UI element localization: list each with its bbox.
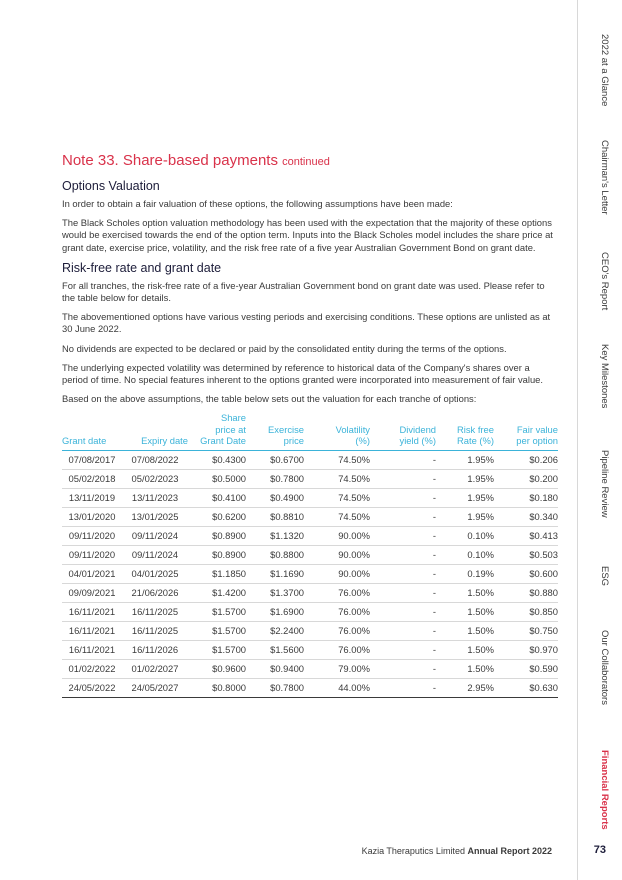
cell-risk-free-rate: 1.50% — [467, 625, 494, 637]
table-row — [62, 564, 558, 583]
table-row — [62, 507, 558, 526]
column-header-risk-free-rate — [436, 412, 494, 450]
cell-dividend-yield: - — [432, 530, 436, 542]
cell-expiry-date: 09/11/2024 — [131, 549, 179, 561]
cell-grant-date: 04/01/2021 — [68, 568, 116, 580]
risk-free-paragraph-1: For all tranches, the risk-free rate of a five-year Australian Government bond on grant date was used. Please refer to the table below for details. — [62, 279, 545, 304]
cell-grant-date: 09/11/2020 — [68, 549, 116, 561]
cell-grant-date: 13/01/2020 — [68, 511, 116, 523]
cell-share-price: $0.8900 — [212, 530, 246, 542]
column-header-text: yield (%) — [399, 435, 436, 447]
cell-exercise-price: $1.1320 — [270, 530, 304, 542]
cell-share-price: $1.5700 — [212, 625, 246, 637]
sidebar-item-chairmans-letter[interactable]: Chairman's Letter — [599, 140, 610, 215]
cell-exercise-price: $1.5600 — [270, 644, 304, 656]
cell-fair-value: $0.206 — [529, 454, 558, 466]
cell-volatility: 74.50% — [338, 454, 370, 466]
table-header-row — [62, 412, 558, 450]
cell-grant-date: 24/05/2022 — [68, 682, 116, 694]
cell-expiry-date: 16/11/2025 — [131, 606, 179, 618]
column-header-exercise-price — [246, 412, 304, 450]
page-footer — [362, 846, 552, 856]
sidebar-item-ceos-report[interactable]: CEO's Report — [599, 252, 610, 311]
cell-dividend-yield: - — [432, 511, 436, 523]
cell-fair-value: $0.970 — [529, 644, 558, 656]
cell-risk-free-rate: 1.95% — [467, 454, 494, 466]
page-content — [62, 152, 558, 698]
cell-share-price: $0.6200 — [212, 511, 246, 523]
cell-dividend-yield: - — [432, 682, 436, 694]
cell-expiry-date: 09/11/2024 — [131, 530, 179, 542]
cell-fair-value: $0.850 — [529, 606, 558, 618]
cell-expiry-date: 24/05/2027 — [131, 682, 179, 694]
options-valuation-heading: Options Valuation — [62, 179, 160, 193]
cell-exercise-price: $1.3700 — [270, 587, 304, 599]
column-header-volatility — [304, 412, 370, 450]
cell-fair-value: $0.880 — [529, 587, 558, 599]
cell-fair-value: $0.503 — [529, 549, 558, 561]
cell-risk-free-rate: 1.95% — [467, 511, 494, 523]
table-row — [62, 450, 558, 469]
cell-volatility: 76.00% — [338, 587, 370, 599]
cell-exercise-price: $0.6700 — [270, 454, 304, 466]
cell-grant-date: 13/11/2019 — [68, 492, 116, 504]
cell-risk-free-rate: 1.95% — [467, 492, 494, 504]
cell-volatility: 76.00% — [338, 644, 370, 656]
cell-share-price: $1.5700 — [212, 606, 246, 618]
options-valuation-table — [62, 412, 558, 698]
column-header-text: price at — [215, 423, 246, 435]
options-valuation-paragraph-1: In order to obtain a fair valuation of these options, the following assumptions have been made: — [62, 198, 453, 209]
cell-exercise-price: $1.6900 — [270, 606, 304, 618]
cell-dividend-yield: - — [432, 606, 436, 618]
cell-exercise-price: $0.4900 — [270, 492, 304, 504]
cell-share-price: $1.1850 — [212, 568, 246, 580]
cell-volatility: 74.50% — [338, 473, 370, 485]
cell-exercise-price: $2.2400 — [270, 625, 304, 637]
table-row — [62, 659, 558, 678]
cell-expiry-date: 01/02/2027 — [131, 663, 179, 675]
cell-volatility: 90.00% — [338, 568, 370, 580]
cell-dividend-yield: - — [432, 473, 436, 485]
cell-grant-date: 16/11/2021 — [68, 606, 116, 618]
note-title-text: Note 33. Share-based payments — [62, 152, 278, 169]
column-header-text: Grant date — [62, 435, 107, 447]
cell-fair-value: $0.600 — [529, 568, 558, 580]
cell-grant-date: 07/08/2017 — [68, 454, 116, 466]
sidebar-item-glance[interactable]: 2022 at a Glance — [599, 34, 610, 107]
table-row — [62, 526, 558, 545]
page-number: 73 — [593, 844, 606, 856]
cell-risk-free-rate: 1.50% — [467, 606, 494, 618]
section-sidebar — [577, 0, 622, 880]
cell-fair-value: $0.413 — [529, 530, 558, 542]
table-row — [62, 621, 558, 640]
risk-free-paragraph-2: The abovementioned options have various vesting periods and exercising conditions. These options are unlisted as at 30 June 2022. — [62, 311, 551, 335]
cell-share-price: $1.4200 — [212, 587, 246, 599]
sidebar-item-financial-reports[interactable]: Financial Reports — [599, 750, 610, 830]
cell-volatility: 79.00% — [338, 663, 370, 675]
cell-volatility: 90.00% — [338, 530, 370, 542]
column-header-text: Exercise — [268, 423, 304, 435]
table-row — [62, 545, 558, 564]
cell-expiry-date: 16/11/2025 — [131, 625, 179, 637]
table-row — [62, 602, 558, 621]
column-header-expiry-date — [122, 412, 188, 450]
cell-fair-value: $0.590 — [529, 663, 558, 675]
footer-report-title: Annual Report 2022 — [467, 846, 552, 856]
cell-expiry-date: 16/11/2026 — [131, 644, 179, 656]
cell-share-price: $0.9600 — [212, 663, 246, 675]
cell-share-price: $1.5700 — [212, 644, 246, 656]
cell-dividend-yield: - — [432, 663, 436, 675]
column-header-text: Risk free — [457, 423, 494, 435]
table-body — [62, 450, 558, 697]
cell-volatility: 74.50% — [338, 492, 370, 504]
cell-share-price: $0.5000 — [212, 473, 246, 485]
sidebar-item-our-collaborators[interactable]: Our Collaborators — [599, 630, 610, 705]
cell-grant-date: 16/11/2021 — [68, 625, 116, 637]
cell-exercise-price: $0.7800 — [270, 682, 304, 694]
cell-dividend-yield: - — [432, 644, 436, 656]
sidebar-item-esg[interactable]: ESG — [599, 566, 610, 587]
cell-dividend-yield: - — [432, 549, 436, 561]
cell-risk-free-rate: 1.95% — [467, 473, 494, 485]
sidebar-item-key-milestones[interactable]: Key Milestones — [599, 344, 610, 409]
cell-risk-free-rate: 0.19% — [467, 568, 494, 580]
table-row — [62, 640, 558, 659]
cell-exercise-price: $0.7800 — [270, 473, 304, 485]
table-row — [62, 583, 558, 602]
column-header-grant-date — [62, 412, 122, 450]
cell-volatility: 74.50% — [338, 511, 370, 523]
note-continued-label: continued — [282, 156, 330, 168]
cell-fair-value: $0.200 — [529, 473, 558, 485]
cell-expiry-date: 13/01/2025 — [131, 511, 179, 523]
risk-free-paragraph-5: Based on the above assumptions, the table below sets out the valuation for each tranche of options: — [62, 393, 477, 405]
cell-fair-value: $0.340 — [529, 511, 558, 523]
column-header-text: Share — [220, 412, 246, 424]
cell-volatility: 90.00% — [338, 549, 370, 561]
cell-risk-free-rate: 1.50% — [467, 644, 494, 656]
cell-expiry-date: 05/02/2023 — [131, 473, 179, 485]
cell-dividend-yield: - — [432, 492, 436, 504]
column-header-text: Grant Date — [200, 435, 246, 447]
sidebar-item-pipeline-review[interactable]: Pipeline Review — [599, 450, 610, 518]
cell-exercise-price: $1.1690 — [270, 568, 304, 580]
risk-free-heading: Risk-free rate and grant date — [62, 260, 222, 275]
cell-share-price: $0.8900 — [212, 549, 246, 561]
cell-fair-value: $0.750 — [529, 625, 558, 637]
cell-grant-date: 01/02/2022 — [68, 663, 116, 675]
cell-risk-free-rate: 0.10% — [467, 549, 494, 561]
cell-grant-date: 16/11/2021 — [68, 644, 116, 656]
cell-fair-value: $0.630 — [529, 682, 558, 694]
cell-exercise-price: $0.9400 — [270, 663, 304, 675]
cell-risk-free-rate: 1.50% — [467, 587, 494, 599]
cell-volatility: 76.00% — [338, 625, 370, 637]
column-header-text: Expiry date — [141, 435, 188, 447]
column-header-text: (%) — [355, 435, 370, 447]
cell-expiry-date: 13/11/2023 — [131, 492, 179, 504]
cell-share-price: $0.4100 — [212, 492, 246, 504]
table-row — [62, 488, 558, 507]
cell-share-price: $0.4300 — [212, 454, 246, 466]
note-title — [62, 152, 558, 169]
cell-dividend-yield: - — [432, 568, 436, 580]
column-header-text: per option — [516, 435, 558, 447]
risk-free-paragraph-3: No dividends are expected to be declared or paid by the consolidated entity during the terms of the options. — [62, 342, 507, 354]
table-row — [62, 469, 558, 488]
cell-risk-free-rate: 1.50% — [467, 663, 494, 675]
cell-exercise-price: $0.8810 — [270, 511, 304, 523]
cell-dividend-yield: - — [432, 587, 436, 599]
column-header-fair-value — [494, 412, 558, 450]
cell-expiry-date: 04/01/2025 — [131, 568, 179, 580]
cell-grant-date: 09/09/2021 — [68, 587, 116, 599]
cell-grant-date: 09/11/2020 — [68, 530, 116, 542]
column-header-text: Dividend — [399, 423, 436, 435]
cell-volatility: 44.00% — [338, 682, 370, 694]
column-header-text: Volatility — [335, 423, 370, 435]
column-header-share-price — [188, 412, 246, 450]
cell-fair-value: $0.180 — [529, 492, 558, 504]
options-valuation-paragraph-2: The Black Scholes option valuation methodology has been used with the expectation that the majority of these options would be exercised towards the end of the option term. Inputs into the Black Scholes model includes the share price at grant date, exercise price, volatility, and the risk free rate of a five year Australian Government Bond on grant date. — [62, 217, 553, 253]
column-header-text: price — [283, 435, 304, 447]
footer-company: Kazia Theraputics Limited — [361, 846, 465, 856]
column-header-dividend-yield — [370, 412, 436, 450]
cell-risk-free-rate: 0.10% — [467, 530, 494, 542]
cell-share-price: $0.8000 — [212, 682, 246, 694]
cell-volatility: 76.00% — [338, 606, 370, 618]
column-header-text: Fair value — [516, 423, 558, 435]
cell-dividend-yield: - — [432, 454, 436, 466]
cell-dividend-yield: - — [432, 625, 436, 637]
cell-expiry-date: 07/08/2022 — [131, 454, 179, 466]
cell-grant-date: 05/02/2018 — [68, 473, 116, 485]
cell-risk-free-rate: 2.95% — [467, 682, 494, 694]
table-row — [62, 678, 558, 697]
risk-free-paragraph-4: The underlying expected volatility was determined by reference to historical data of the Company's shares over a period of time. No special features inherent to the options granted were incorporated into measurement of fair value. — [62, 361, 543, 386]
cell-exercise-price: $0.8800 — [270, 549, 304, 561]
column-header-text: Rate (%) — [457, 435, 494, 447]
cell-expiry-date: 21/06/2026 — [131, 587, 179, 599]
